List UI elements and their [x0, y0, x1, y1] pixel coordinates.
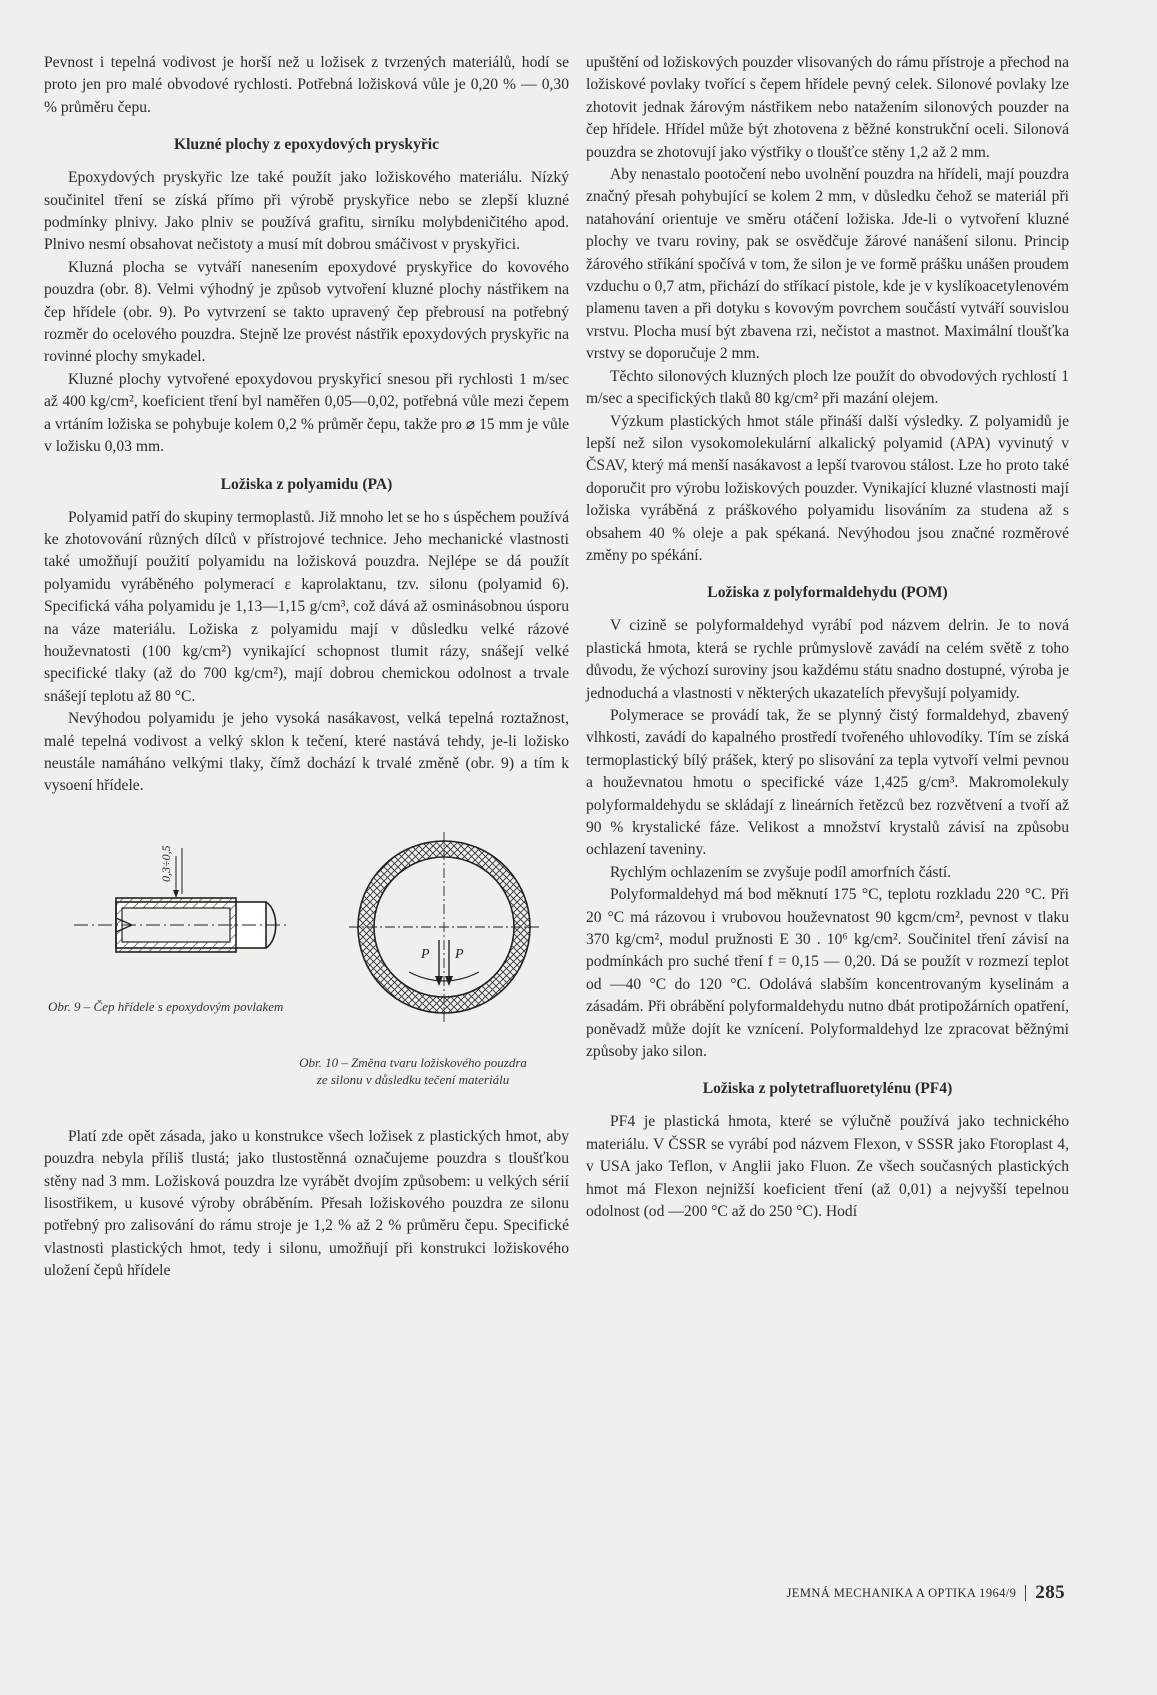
paragraph: PF4 je plastická hmota, které se výlučně používá jako technického materiálu. V ČSSR se vyrábí pod názvem Flexon, v SSSR jako Ftoroplast 4, v USA jako Teflon, v Anglii jako Fluon. Ze všech současných plastických hmot má Flexon nejnižší koeficient tření (až 0,01) a nejvyšší tepelnou odolnost (od —200 °C až do 250 °C). Hodí — [586, 1113, 1069, 1221]
footer-divider — [1025, 1585, 1026, 1601]
section-heading: Ložiska z polytetrafluoretylénu (PF4) — [702, 1080, 953, 1098]
paragraph: Platí zde opět zásada, jako u konstrukce všech ložisek z plastických hmot, aby pouzdra nebyla příliš tlustá; jako tlustostěnná označujeme pouzdra s tloušťkou stěny nad 3 mm. Ložisková pouzdra lze vyrábět dvojím způsobem: u velkých sérií lisostřikem, u kusové výroby obráběním. Přesah ložiskového pouzdra ze silonu potřebný pro zalisování do rámu stroje je 1,2 % až 2 % průměru čepu. Specifické vlastnosti plastických hmot, tedy i silonu, umožňují při konstrukci ložiskového uložení čepů hřídele — [44, 1127, 569, 1280]
paragraph: upuštění od ložiskových pouzder vlisovaných do rámu přístroje a přechod na ložiskové povlaky tvořící s čepem hřídele pevný celek. Silonové povlaky lze zhotovit jednak žárovým nástřikem nebo natažením silonových pouzder na čep hřídele. Hřídel může být zhotovena z běžné konstrukční oceli. Silonová pouzdra se zhotovují jako výstřiky o tloušťce stěny 1,2 až 2 mm. — [586, 54, 1069, 161]
paragraph: Kluzná plocha se vytváří nanesením epoxydové pryskyřice do kovového pouzdra (obr. 8). Velmi výhodný je způsob vytvoření kluzné plochy nástřikem na čep hřídele (obr. 9). Po vytvrzení se takto upravený čep přebrousí na potřebný rozměr do ocelového pouzdra. Stejně lze provést nástřik epoxydových pryskyřic na rovinné plochy smykadel. — [44, 258, 569, 366]
paragraph: Rychlým ochlazením se zvyšuje podíl amorfních částí. — [610, 863, 952, 881]
paragraph: Nevýhodou polyamidu je jeho vysoká nasákavost, velká tepelná roztažnost, malé tepelná vodivost a velký sklon k tečení, které nastává tehdy, je-li ložisko neustále namáháno velkými tlaky, čímž dochází k trvalé změně (obr. 9) a tím k vysoení hřídele. — [44, 710, 569, 795]
right-column — [586, 52, 1069, 1224]
section-heading: Ložiska z polyamidu (PA) — [220, 475, 393, 493]
paragraph: Aby nenastalo pootočení nebo uvolnění pouzdra na hřídeli, mají pouzdra značný přesah pohybující se kolem 2 mm, v důsledku čehož se materiál při natahování orientuje ve směru otáčení ložiska. Jde-li o vytvoření kluzné plochy ve tvaru roviny, pak se osvědčuje žárové nanášení silonu. Princip žárového stříkání spočívá v tom, že silon je ve formě prášku unášen proudem vzduchu o 0,7 atm, přichází do stříkací pistole, kde je v kyslíkoacetylenovém plamenu taven a při dotyku s kovovým povrchem součástí vytváří souvislou vrstvu. Plocha musí být zbavena rzi, nečistot a mastnot. Maximální tloušťka vrstvy se doporučuje 2 mm. — [586, 166, 1069, 363]
section-heading: Kluzné plochy z epoxydových pryskyřic — [173, 136, 440, 154]
paragraph: Polyamid patří do skupiny termoplastů. Již mnoho let se ho s úspěchem používá ke zhotovování různých dílců v přístrojové technice. Jeho mechanické vlastnosti také umožňují použití polyamidu na ložisková pouzdra. Nejlépe se dá použít polyamidu vyráběného polymerací ε kaprolaktanu, tzv. silonu (polyamid 6). Specifická váha polyamidu je 1,13—1,15 g/cm³, což dává až osminásobnou úsporu na váze materiálu. Ložiska z polyamidu mají v důsledku velké rázové houževnatosti (100 kg/cm²) vynikající schopnost tlumit rázy, snášejí velké specifické tlaky (až do 700 kg/cm²), mají dobrou chemickou odolnost a trvale snášejí teplotu až 80 °C. — [44, 508, 569, 705]
paragraph: Kluzné plochy vytvořené epoxydovou pryskyřicí snesou při rychlosti 1 m/sec až 400 kg/cm², koeficient tření byl naměřen 0,05—0,02, potřebná vůle mezi čepem a vrtáním ložiska se pohybuje kolem 0,2 % průměr čepu, takže pro ⌀ 15 mm je vůle v ložisku 0,03 mm. — [44, 370, 569, 456]
section-heading: Ložiska z polyformaldehydu (POM) — [707, 584, 948, 602]
figures-area — [44, 812, 569, 1112]
page-number: 285 — [1035, 1582, 1065, 1603]
paragraph: Výzkum plastických hmot stále přináší další výsledky. Z polyamidů je lepší než silon vysokomolekulární alkalický polyamid (APA) vyvinutý v ČSAV, který má menší nasákavost a lepší tvarovou stálost. Lze ho proto také doporučit pro výrobu ložiskových pouzder. Vynikající kluzné vlastnosti mají ložiska vyráběná z práškového polyamidu lisováním za studena až s obsahem 40 % oleje a pak spékaná. Nevýhodou jsou značné rozměrové změny po spékání. — [586, 412, 1069, 564]
paragraph: Těchto silonových kluzných ploch lze použít do obvodových rychlostí 1 m/sec a specifických tlaků 80 kg/cm² při mazání olejem. — [586, 367, 1069, 408]
figure-9-shaft-drawing — [74, 838, 314, 988]
paragraph: Polymerace se provádí tak, že se plynný čistý formaldehyd, zbavený vlhkosti, zavádí do kapalného prostředí tvořeného uhlovodíky. Tím se získá termoplastický bílý prášek, který po slisování za tepla vytvoří velmi pevnou a houževnatou hmotu o specifické váze 1,425 g/cm³. Makromolekuly polyformaldehydu se skládají z lineárních řetězců bez rozvětvení a tvoří až 90 % krystalické fáze. Velikost a množství krystalů závisí na způsobu ochlazení taveniny. — [586, 706, 1069, 859]
page-footer — [745, 1582, 1065, 1604]
paragraph: Polyformaldehyd má bod měknutí 175 °C, teplotu rozkladu 220 °C. Při 20 °C má rázovou i vrubovou houževnatost 90 kgcm/cm², pevnost v tlaku 370 kg/cm², modul pružnosti E 30 . 10⁶ kg/cm². Součinitel tření závisí na podmínkách pro suché tření f = 0,15 — 0,20. Dá se použít v rozmezí teplot od —40 °C do 120 °C. Odolává slabším koncentrovaným kyselinám a zásadám. Při obrábění polyformaldehydu nutno dbát protipožárních opatření, poněvadž může dojít ke vznícení. Polyformaldehyd lze zpracovat běžnými způsoby jako silon. — [586, 886, 1069, 1061]
paragraph: Pevnost i tepelná vodivost je horší než u ložisek z tvrzených materiálů, hodí se proto jen pro malé obvodové rychlosti. Potřebná ložisková vůle je 0,20 % — 0,30 % průměru čepu. — [44, 54, 569, 116]
fig10-force-label-right: P — [455, 946, 464, 962]
fig9-dimension-label: 0,3÷0,5 — [159, 845, 173, 882]
fig10-force-label-left: P — [421, 946, 430, 962]
figure-10-bushing-drawing — [349, 832, 539, 1022]
figure-9-caption: Obr. 9 – Čep hřídele s epoxydovým povlakem — [48, 998, 284, 1014]
paragraph: Epoxydových pryskyřic lze také použít jako ložiskového materiálu. Nízký součinitel tření se získá přímo při výrobě pryskyřice nebo se zlepší kluzné podmínky plnivy. Jako plniv se používá grafitu, sirníku molybdeničitého apod. Plnivo nesmí obsahovat nečistoty a musí mít dobrou smáčivost v pryskyřici. — [44, 169, 569, 254]
paragraph: V cizině se polyformaldehyd vyrábí pod názvem delrin. Je to nová plastická hmota, která se rychle průmyslově zavádí na celém světě z toho důvodu, že výchozí suroviny jsou každému státu snadno dostupné, výroba je jednoduchá a vlastnosti v některých ukazatelích převyšují polyamidy. — [586, 617, 1069, 702]
journal-name: JEMNÁ MECHANIKA A OPTIKA 1964/9 — [786, 1585, 1017, 1600]
left-column — [44, 52, 569, 1283]
figure-10-caption: Obr. 10 – Změna tvaru ložiskového pouzdra ze silonu v důsledku tečení materiálu — [299, 1054, 527, 1087]
